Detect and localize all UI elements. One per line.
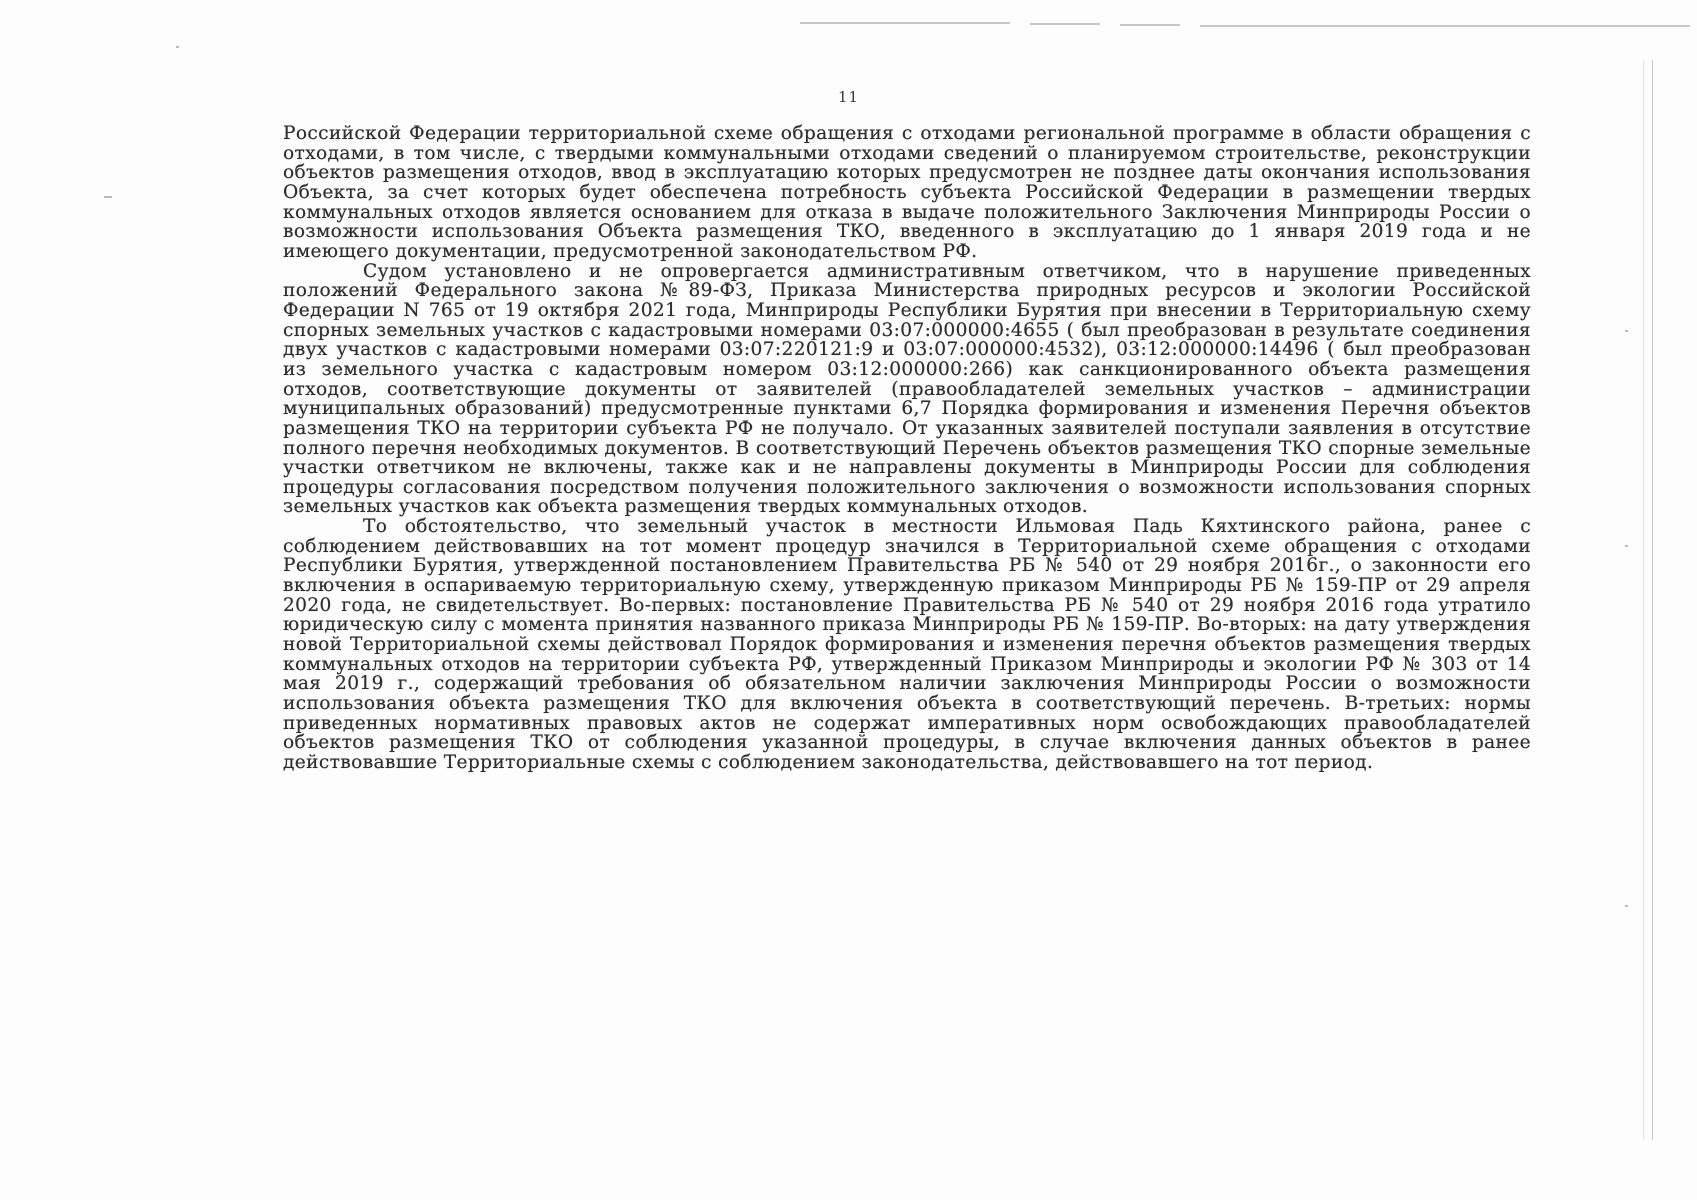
paragraph: То обстоятельство, что земельный участок в местности Ильмовая Падь Кяхтинского района, ранее с соблюдением действовавших на тот момент процедур значился в Территориальной схеме обращения с отходами Республики Бурятия, утвержденной постановлением Правительства РБ № 540 от 29 ноября 2016г., о законности его включения в оспариваемую территориальную схему, утвержденную приказом Минприроды РБ № 159-ПР от 29 апреля 2020 года, не свидетельствует. Во-первых: постановление Правительства РБ № 540 от 29 ноября 2016 года утратило юридическую силу с момента принятия названного приказа Минприроды РБ № 159-ПР. Во-вторых: на дату утверждения новой Территориальной схемы действовал Порядок формирования и изменения перечня объектов размещения твердых коммунальных отходов на территории субъекта РФ, утвержденный Приказом Минприроды и экологии РФ № 303 от 14 мая 2019 г., содержащий требования об обязательном наличии заключения Минприроды России о возможности использования объекта размещения ТКО для включения объекта в соответствующий перечень. В-третьих: нормы приведенных нормативных правовых актов не содержат императивных норм освобождающих правообладателей объектов размещения ТКО от соблюдения указанной процедуры, в случае включения данных объектов в ранее действовавшие Территориальные схемы с соблюдением законодательства, действовавшего на тот период. [283,516,1531,773]
paragraph: Судом установлено и не опровергается административным ответчиком, что в нарушение приведенных положений Федерального закона №89-ФЗ, Приказа Министерства природных ресурсов и экологии Российской Федерации N 765 от 19 октября 2021 года, Минприроды Республики Бурятия при внесении в Территориальную схему спорных земельных участков с кадастровыми номерами 03:07:000000:4655 ( был преобразован в результате соединения двух участков с кадастровыми номерами 03:07:220121:9 и 03:07:000000:4532), 03:12:000000:14496 ( был преобразован из земельного участка с кадастровым номером 03:12:000000:266) как санкционированного объекта размещения отходов, соответствующие документы от заявителей (правообладателей земельных участков – администрации муниципальных образований) предусмотренные пунктами 6,7 Порядка формирования и изменения Перечня объектов размещения ТКО на территории субъекта РФ не получало. От указанных заявителей поступали заявления в отсутствие полного перечня необходимых документов. В соответствующий Перечень объектов размещения ТКО спорные земельные участки ответчиком не включены, также как и не направлены документы в Минприроды России для соблюдения процедуры согласования посредством получения положительного заключения о возможности использования спорных земельных участков как объекта размещения твердых коммунальных отходов. [283,260,1531,518]
scan-artifact-right-edge [1652,60,1653,1140]
paragraph: Российской Федерации территориальной схеме обращения с отходами региональной программе в области обращения с отходами, в том числе, с твердыми коммунальными отходами сведений о планируемом строительстве, реконструкции объектов размещения отходов, ввод в эксплуатацию которых предусмотрен не позднее даты окончания использования Объекта, за счет которых будет обеспечена потребность субъекта Российской Федерации в размещении твердых коммунальных отходов является основанием для отказа в выдаче положительного Заключения Минприроды России о возможности использования Объекта размещения ТКО, введенного в эксплуатацию до 1 января 2019 года и не имеющего документации, предусмотренной законодательством РФ. [283,123,1531,262]
scan-artifact-speck [1625,330,1628,332]
document-body [283,124,1531,773]
page-number: 11 [837,88,860,106]
scan-artifact-top-line [800,22,1010,24]
scan-artifact-speck [176,46,179,48]
scan-artifact-speck [104,196,112,198]
scan-artifact-speck [1625,905,1628,907]
scan-artifact-top-line [1120,24,1180,26]
scan-artifact-right-edge [1643,60,1644,1140]
scan-artifact-top-line [1030,23,1100,25]
scan-artifact-speck [1625,545,1628,547]
scan-artifact-top-line [1200,25,1690,27]
